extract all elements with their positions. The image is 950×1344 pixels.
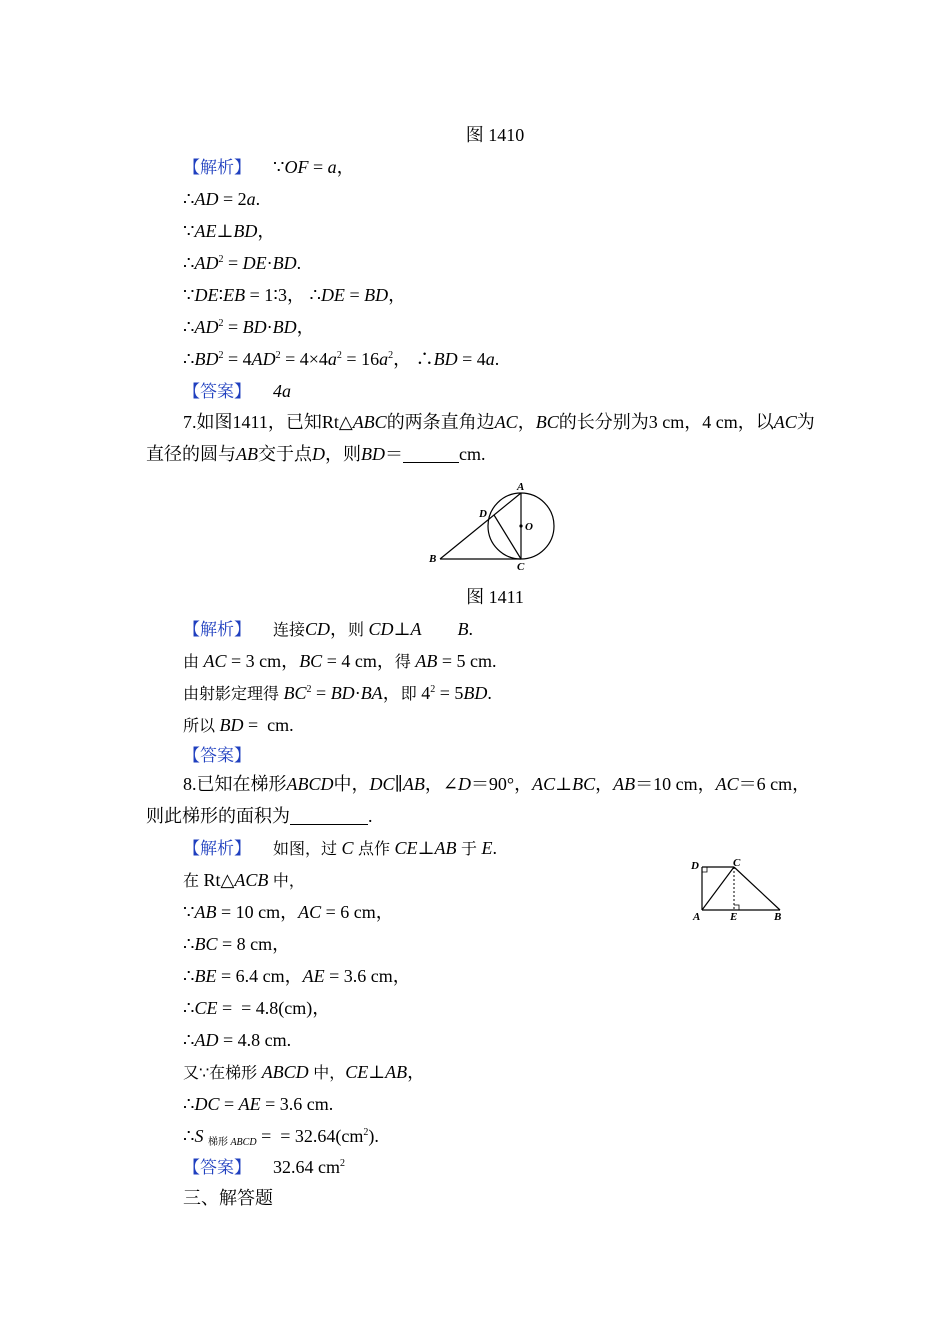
fig1411-label-A: A (517, 481, 525, 493)
answer-tag: 【答案】 (183, 382, 251, 402)
sol8-line-8: 又∵在梯形 ABCD 中，CE⊥AB， (183, 1062, 426, 1082)
sol7-line-3: 由射影定理得 $BC^2 = BD\cdot BA$，即 $4^2 = 5BD$. (183, 683, 492, 703)
sol8-line-9: ∴DC = AE = 3.6 cm. (183, 1094, 334, 1114)
figure-1411-caption: 图 1411 (466, 587, 524, 607)
sol7-line-2: 由 AC = 3 cm，BC = 4 cm，得 AB = 5 cm. (183, 651, 497, 671)
sol8-line-6: ∴CE = = 4.8(cm)， (183, 998, 331, 1018)
fig8-label-D: D (691, 860, 699, 872)
sol8-answer-value: 32.64 $cm^2$ (273, 1157, 345, 1177)
sol8-line-1: 【解析】 如图，过 C 点作 CE⊥AB 于 E. (183, 838, 498, 859)
answer-tag: 【答案】 (183, 1158, 251, 1178)
fig1411-label-B: B (429, 553, 437, 565)
fig8-label-A: A (693, 911, 701, 923)
sol6-line-6: $\therefore AD^2 = BD\cdot BD$， (183, 317, 315, 337)
question-8: 8.已知在梯形ABCD中，DC∥AB，∠D＝90°，AC⊥BC，AB＝10 cm，AC＝6 cm，则此梯形的面积为 . (146, 774, 811, 826)
sol8-line-5: ∴BE = 6.4 cm，AE = 3.6 cm， (183, 966, 411, 986)
q7-blank[interactable] (403, 444, 459, 463)
analysis-tag: 【解析】 (183, 839, 251, 859)
fig1411-label-C: C (517, 561, 525, 570)
fig8-label-C: C (733, 858, 741, 869)
answer-tag: 【答案】 (183, 746, 251, 766)
sol6-line-3: ∵AE⊥BD， (183, 221, 276, 241)
sol6-answer-value: 4a (273, 381, 291, 401)
section-3-heading: 三、解答题 (183, 1188, 273, 1209)
sol6-line-2: ∴AD = 2a. (183, 189, 261, 209)
figure-1410-caption: 图 1410 (465, 125, 525, 145)
analysis-tag: 【解析】 (183, 158, 251, 178)
sol6-line-5: ∵DE∶EB = 1∶3， ∴DE = BD， (183, 285, 407, 305)
question-7: 7.如图1411，已知Rt△ABC的两条直角边AC，BC的长分别为3 cm，4 cm，以AC为直径的圆与AB交于点D，则BD＝ cm. (146, 412, 815, 464)
q8-blank[interactable] (290, 806, 368, 825)
sol7-line-4: 所以 BD = cm. (183, 715, 294, 735)
analysis-tag: 【解析】 (183, 620, 251, 640)
sol8-line-4: ∴BC = 8 cm， (183, 934, 291, 954)
sol6-answer (183, 379, 291, 404)
sol8-line-3: ∵AB = 10 cm，AC = 6 cm， (183, 902, 394, 922)
sol7-answer (183, 743, 273, 768)
fig8-label-E: E (730, 911, 738, 923)
sol8-line-10: ∴S $_{梯形 ABCD}$ = = $32.64(cm^2)$. (183, 1126, 379, 1148)
figure-1411 (425, 480, 565, 570)
sol8-answer (183, 1155, 345, 1180)
figure-trapezoid (688, 858, 788, 924)
sol8-line-7: ∴AD = 4.8 cm. (183, 1030, 292, 1050)
sol6-line-4: $\therefore AD^2 = DE\cdot BD$. (183, 253, 302, 273)
sol7-line-1: 【解析】 连接CD，则 CD⊥A B. (183, 619, 473, 640)
sol8-line-2: 在 Rt△ACB 中， (183, 870, 305, 890)
fig1411-label-O: O (525, 521, 533, 533)
fig8-label-B: B (774, 911, 782, 923)
sol6-line-7: $\therefore BD^2 = 4AD^2 = 4\times 4a^2 = 16a^2$， ∴BD = 4a. (183, 349, 500, 369)
sol6-line-1: 【解析】 ∵OF = a， (183, 157, 355, 178)
fig1411-label-D: D (479, 508, 487, 520)
